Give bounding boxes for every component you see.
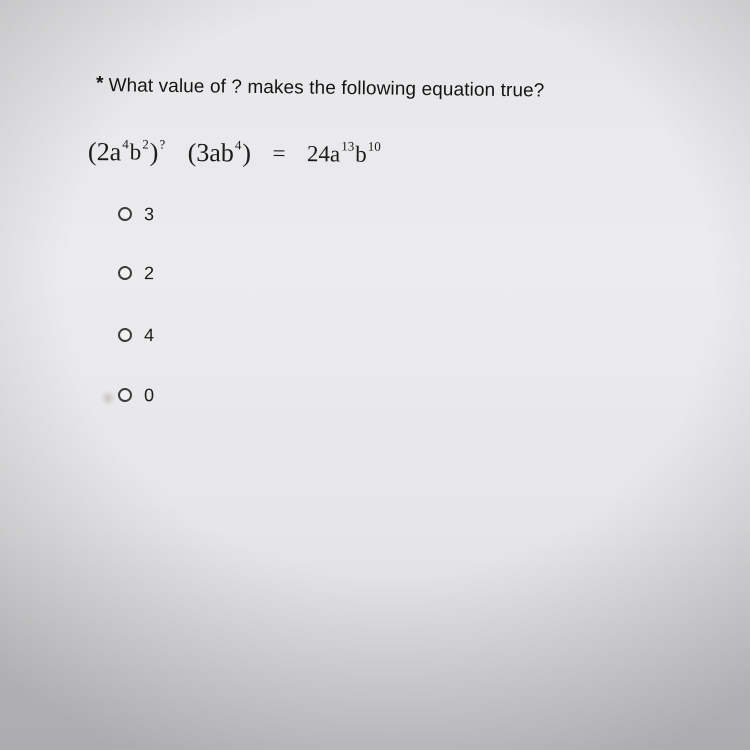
required-marker: * xyxy=(95,73,104,95)
equation-rhs-exp-b: 10 xyxy=(367,139,381,155)
equation-term-2-open: (3ab xyxy=(187,137,234,168)
radio-button[interactable] xyxy=(118,266,132,280)
answer-option-label: 0 xyxy=(143,384,155,405)
equation xyxy=(88,136,648,171)
equation-rhs-exp-a: 13 xyxy=(341,138,355,154)
equation-term-1-exp-b: 2 xyxy=(142,136,149,152)
screen-glare-speck xyxy=(100,390,116,406)
equation-term-2-exp-b: 4 xyxy=(234,137,242,153)
equation-term-1-open: (2a xyxy=(87,137,122,167)
answer-option-0[interactable] xyxy=(118,380,238,411)
equation-term-1-close: ) xyxy=(149,137,159,167)
equation-term-2-close: ) xyxy=(242,138,252,168)
radio-button[interactable] xyxy=(118,207,132,221)
answer-option-label: 3 xyxy=(143,203,155,224)
equation-rhs-coefficient: 24a xyxy=(306,141,341,167)
answer-option-3[interactable] xyxy=(118,199,238,230)
radio-button[interactable] xyxy=(118,388,132,402)
question-text-block xyxy=(96,75,716,105)
answer-option-label: 2 xyxy=(143,262,155,283)
question-text: What value of ? makes the following equation true? xyxy=(108,75,545,102)
answer-option-label: 4 xyxy=(143,324,155,345)
equation-rhs-b: b xyxy=(355,141,367,167)
answer-option-2[interactable] xyxy=(118,258,238,289)
equation-term-1-exp-a: 4 xyxy=(122,136,129,152)
equation-term-1-b: b xyxy=(129,139,142,165)
equation-unknown-exponent: ? xyxy=(159,137,166,153)
equation-equals: = xyxy=(272,140,286,166)
radio-button[interactable] xyxy=(118,328,132,342)
answer-option-4[interactable] xyxy=(118,320,238,351)
